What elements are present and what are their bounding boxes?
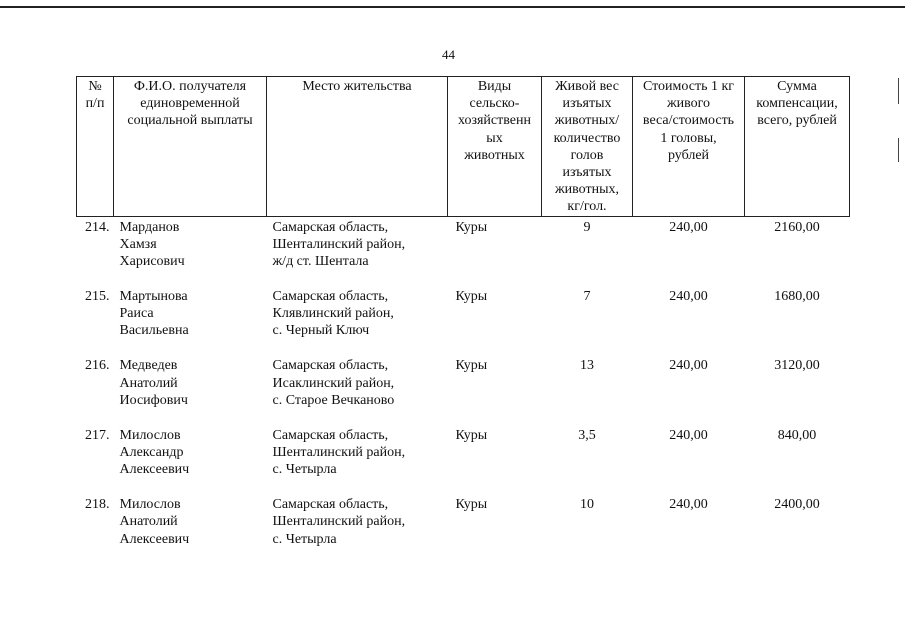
column-header-place	[267, 77, 448, 217]
column-header-num	[77, 77, 114, 217]
text-line: Самарская область,	[272, 219, 389, 235]
table-row	[77, 288, 850, 357]
text-line: Мартынова	[119, 289, 188, 305]
cell-num: 215.	[85, 289, 110, 305]
text-line: Харисович	[119, 254, 185, 270]
text-line: Самарская область,	[272, 289, 389, 305]
cell-price: 240,00	[669, 497, 708, 513]
text-line: Анатолий	[119, 375, 178, 391]
text-line: количество	[553, 130, 621, 146]
cell-price: 240,00	[669, 219, 708, 235]
column-header-price	[633, 77, 745, 217]
cell-name	[114, 288, 267, 357]
cell-price: 240,00	[669, 358, 708, 374]
margin-mark	[898, 138, 899, 162]
text-line: хозяйственн	[458, 113, 531, 129]
text-line: Самарская область,	[272, 497, 389, 513]
text-line: Шенталинский район,	[272, 445, 406, 460]
text-line: Самарская область,	[272, 427, 389, 443]
text-line: Алексеевич	[119, 462, 190, 478]
text-line: Алексеевич	[119, 531, 190, 547]
text-line: №	[88, 79, 102, 94]
text-line: Марданов	[119, 219, 180, 235]
text-line: Анатолий	[119, 514, 178, 530]
text-line: Александр	[119, 445, 184, 460]
cell-sum: 3120,00	[774, 358, 820, 374]
cell-sum: 1680,00	[774, 289, 820, 305]
text-line: п/п	[85, 96, 105, 112]
text-line: изъятых	[562, 165, 612, 181]
table-row	[77, 357, 850, 426]
text-line: Ф.И.О. получателя	[133, 79, 247, 94]
column-header-kind	[448, 77, 542, 217]
compensation-table	[76, 76, 850, 566]
text-line: Клявлинский район,	[272, 306, 394, 322]
cell-name	[114, 216, 267, 288]
cell-weight: 10	[580, 497, 594, 513]
text-line: Васильевна	[119, 323, 189, 339]
cell-name	[114, 427, 267, 496]
text-line: Живой вес	[555, 79, 619, 94]
text-line: Место жительства	[302, 79, 412, 94]
text-line: Исаклинский район,	[272, 375, 395, 391]
text-line: единовременной	[140, 96, 240, 112]
text-line: Хамзя	[119, 236, 157, 252]
text-line: Сумма	[777, 79, 817, 94]
cell-num: 217.	[85, 427, 110, 443]
cell-place	[267, 496, 448, 565]
cell-num: 216.	[85, 358, 110, 374]
cell-weight: 7	[583, 289, 591, 305]
text-line: Шенталинский район,	[272, 514, 406, 530]
text-line: живого	[666, 96, 711, 112]
text-line: Виды	[477, 79, 512, 94]
text-line: с. Старое Вечканово	[272, 392, 395, 408]
cell-place	[267, 288, 448, 357]
text-line: сельско-	[469, 96, 520, 112]
cell-name	[114, 357, 267, 426]
text-line: Милослов	[119, 427, 181, 443]
text-line: с. Черный Ключ	[272, 323, 370, 339]
cell-sum: 2160,00	[774, 219, 820, 235]
margin-mark	[898, 78, 899, 104]
text-line: с. Четырла	[272, 462, 337, 478]
table-row	[77, 216, 850, 288]
cell-place	[267, 357, 448, 426]
text-line: Милослов	[119, 497, 181, 513]
top-rule	[0, 6, 905, 8]
text-line: Раиса	[119, 306, 154, 322]
text-line: животных,	[554, 182, 619, 198]
text-line: Самарская область,	[272, 358, 389, 374]
text-line: Иосифович	[119, 392, 188, 408]
cell-place	[267, 427, 448, 496]
column-header-sum	[745, 77, 850, 217]
text-line: голов	[570, 147, 604, 163]
cell-num: 214.	[85, 219, 110, 235]
cell-kind: Куры	[455, 427, 488, 443]
column-header-weight	[542, 77, 633, 217]
text-line: веса/стоимость	[642, 113, 735, 129]
cell-price: 240,00	[669, 289, 708, 305]
text-line: рублей	[667, 147, 710, 163]
table-row	[77, 496, 850, 565]
text-line: кг/гол.	[567, 199, 607, 215]
text-line: с. Четырла	[272, 531, 337, 547]
cell-kind: Куры	[455, 358, 488, 374]
text-line: Шенталинский район,	[272, 236, 406, 252]
text-line: ж/д ст. Шентала	[272, 254, 369, 270]
cell-kind: Куры	[455, 497, 488, 513]
text-line: социальной выплаты	[127, 113, 253, 129]
text-line: Медведев	[119, 358, 178, 374]
text-line: всего, рублей	[757, 113, 837, 129]
table-header-row	[77, 77, 850, 217]
cell-price: 240,00	[669, 427, 708, 443]
text-line: 1 головы,	[660, 130, 717, 146]
cell-kind: Куры	[455, 289, 488, 305]
text-line: компенсации,	[756, 96, 838, 112]
text-line: Стоимость 1 кг	[642, 79, 735, 94]
cell-kind: Куры	[455, 219, 488, 235]
column-header-name	[114, 77, 267, 217]
text-line: ых	[486, 130, 503, 146]
page-number: 44	[442, 47, 455, 62]
text-line: изъятых	[562, 96, 612, 112]
cell-num: 218.	[85, 497, 110, 513]
cell-weight: 13	[580, 358, 594, 374]
text-line: животных/	[554, 113, 620, 129]
cell-place	[267, 216, 448, 288]
table-row	[77, 427, 850, 496]
table-body	[77, 216, 850, 565]
cell-name	[114, 496, 267, 565]
cell-weight: 3,5	[578, 427, 596, 443]
cell-sum: 840,00	[777, 427, 817, 443]
text-line: животных	[464, 147, 525, 163]
cell-sum: 2400,00	[774, 497, 820, 513]
cell-weight: 9	[583, 219, 591, 235]
